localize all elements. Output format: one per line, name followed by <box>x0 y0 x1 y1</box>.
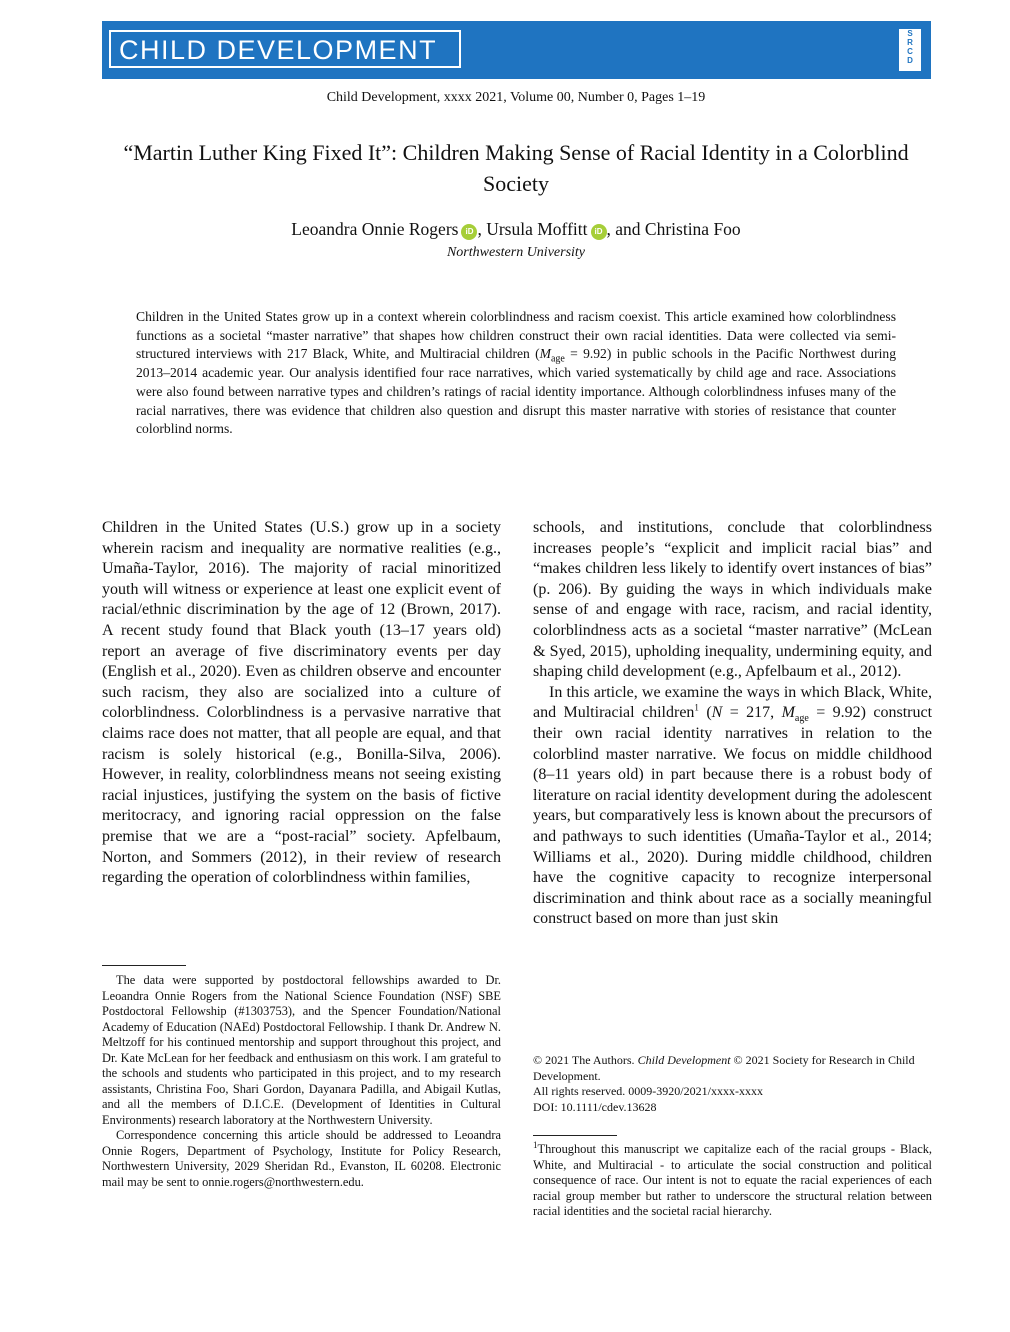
copyright-text: © 2021 The Authors. <box>533 1053 638 1067</box>
body-column-right <box>533 518 932 930</box>
logo-letter: S <box>907 29 913 38</box>
author-separator: , <box>477 219 487 239</box>
acknowledgments-footnote <box>102 973 501 1190</box>
footnote-marker[interactable]: 1 <box>694 703 699 714</box>
body-text: In this article, we examine the ways in which Black, White, and Multiracial children <box>533 683 932 722</box>
correspondence-paragraph: Correspondence concerning this article should be addressed to Leoandra Onnie Rogers, Department of Psychology, Institute for Policy Research, Northwestern University, 2029 Sheridan Rd., Evanston, IL 60208. Electronic mail may be sent to onnie.rogers@northwestern.edu. <box>102 1128 501 1189</box>
orcid-icon[interactable]: iD <box>591 224 607 240</box>
affiliation: Northwestern University <box>446 245 586 260</box>
stat-symbol: M <box>781 704 795 722</box>
copyright-text: © 2021 Society for Research in Child Development. <box>533 1053 915 1083</box>
logo-letter: D <box>907 56 913 65</box>
stat-symbol: M <box>539 346 551 362</box>
journal-name: CHILD DEVELOPMENT <box>119 35 438 65</box>
article-title: “Martin Luther King Fixed It”: Children Making Sense of Racial Identity in a Colorblind Society <box>123 140 909 196</box>
footnote-text: Throughout this manuscript we capitalize each of the racial groups - Black, White, and Multiracial - to articulate the social construction and political consequence of race. Our intent is not to equate the racial experiences of each racial group member but rather to underscore the structural relation between racial identities and the societal racial hierarchy. <box>533 1142 932 1218</box>
abstract-text: Children in the United States grow up in a context wherein colorblindness and racism coexist. This article examined how colorblindness functions as a societal “master narrative” that shapes how children construct their own racial identities. Data were collected via semi-structured interviews with 217 Black, White, and Multiracial children ( <box>136 309 896 362</box>
doi-line[interactable]: DOI: 10.1111/cdev.13628 <box>533 1099 657 1114</box>
orcid-icon[interactable]: iD <box>461 224 477 240</box>
logo-letter: R <box>907 38 913 47</box>
body-paragraph: Children in the United States (U.S.) grow up in a society wherein racism and inequality are normative realities (e.g., Umaña-Taylor, 2016). The majority of racial minoritized youth will witness or experience at least one explicit event of racial/ethnic discrimination by the age of 12 (Brown, 2017). A recent study found that Black youth (13–17 years old) report an average of five discriminatory events per day (English et al., 2020). Even as children observe and encounter such racism, they also are socialized into a culture of colorblindness. Colorblindness is a pervasive narrative that claims race does not matter, that all people are equal, and that racism is solely historical (e.g., Bonilla-Silva, 2006). However, in reality, colorblindness means not seeing existing racial injustices, justifying the system on the basis of fictive meritocracy, and ignoring racial oppression on the false premise that we are a “post-racial” society. Apfelbaum, Norton, and Sommers (2012), in their review of research regarding the operation of colorblindness within families, <box>102 519 501 887</box>
author-name: Christina Foo <box>644 219 741 239</box>
author-name: Leoandra Onnie Rogers <box>291 219 459 239</box>
stat-symbol: N <box>711 704 723 722</box>
footnote-1 <box>533 1139 932 1220</box>
author-name: Ursula Moffitt <box>486 219 588 239</box>
srcd-logo-icon <box>899 29 921 71</box>
footnote-divider <box>533 1135 617 1136</box>
author-separator: , and <box>606 219 645 239</box>
abstract <box>136 308 896 439</box>
footnote-divider <box>102 965 186 966</box>
body-text: ( <box>698 704 712 722</box>
body-paragraph: schools, and institutions, conclude that colorblindness increases people’s “explicit and implicit racial bias” and “makes children less likely to identify overt instances of bias” (p. 206). By guiding the ways in which individuals make sense of and engage with race, racism, and racial identity, colorblindness acts as a societal “master narrative” (McLean & Syed, 2015), upholding inequality, undermining equity, and shaping child development (e.g., Apfelbaum et al., 2012). <box>533 519 932 681</box>
rights-line: All rights reserved. 0009-3920/2021/xxxx-xxxx <box>533 1084 763 1098</box>
author-list <box>0 219 1010 240</box>
abstract-text: = 9.92) in public schools in the Pacific Northwest during 2013–2014 academic year. Our analysis identified four race narratives, which varied systematically by child age and race. Associations were also found between narrative types and children’s ratings of racial identity importance. Although colorblindness infuses many of the racial narratives, there was evidence that children also question and disrupt this master narrative with stories of resistance that counter colorblind norms. <box>136 346 896 437</box>
citation-line: Child Development, xxxx 2021, Volume 00, Number 0, Pages 1–19 <box>326 90 706 105</box>
copyright-block <box>533 1053 932 1115</box>
stat-subscript: age <box>794 713 809 725</box>
copyright-line <box>533 1053 932 1084</box>
body-paragraph <box>533 683 932 930</box>
footnote-marker: 1 <box>533 1139 538 1150</box>
journal-name-box <box>109 30 461 68</box>
journal-italic: Child Development <box>637 1053 731 1067</box>
journal-banner <box>102 21 931 79</box>
body-text: = 217, <box>722 704 782 722</box>
footnote-paragraph <box>533 1139 932 1220</box>
body-column-left <box>102 518 501 889</box>
body-text: = 9.92) construct their own racial identity narratives in relation to the colorblind master narrative. We focus on middle childhood (8–11 years old) in part because there is a robust body of literature on racial identity development during the adolescent years, but comparatively less is known about the precursors of and pathways to such identities (Umaña-Taylor et al., 2014; Williams et al., 2020). During middle childhood, children have the cognitive capacity to recognize interpersonal discrimination and think about race as a socially meaningful construct based on more than just skin <box>533 704 933 928</box>
stat-subscript: age <box>550 354 565 366</box>
footnote-paragraph: The data were supported by postdoctoral fellowships awarded to Dr. Leoandra Onnie Rogers from the National Science Foundation (NSF) SBE Postdoctoral Fellowship (#1303753), and the Spencer Foundation/National Academy of Education (NAEd) Postdoctoral Fellowship. I thank Dr. Andrew N. Meltzoff for his continued mentorship and support throughout this project, and Dr. Kate McLean for her feedback and enthusiasm on this work. I am grateful to the schools and students who participated in this project, and to my research assistants, Christina Foo, Shari Gordon, Dayanara Padilla, and Abigail Kutlas, and all the members of D.I.C.E. (Development of Identities in Cultural Environments) research laboratory at the Northwestern University. <box>102 973 501 1127</box>
logo-letter: C <box>907 47 913 56</box>
